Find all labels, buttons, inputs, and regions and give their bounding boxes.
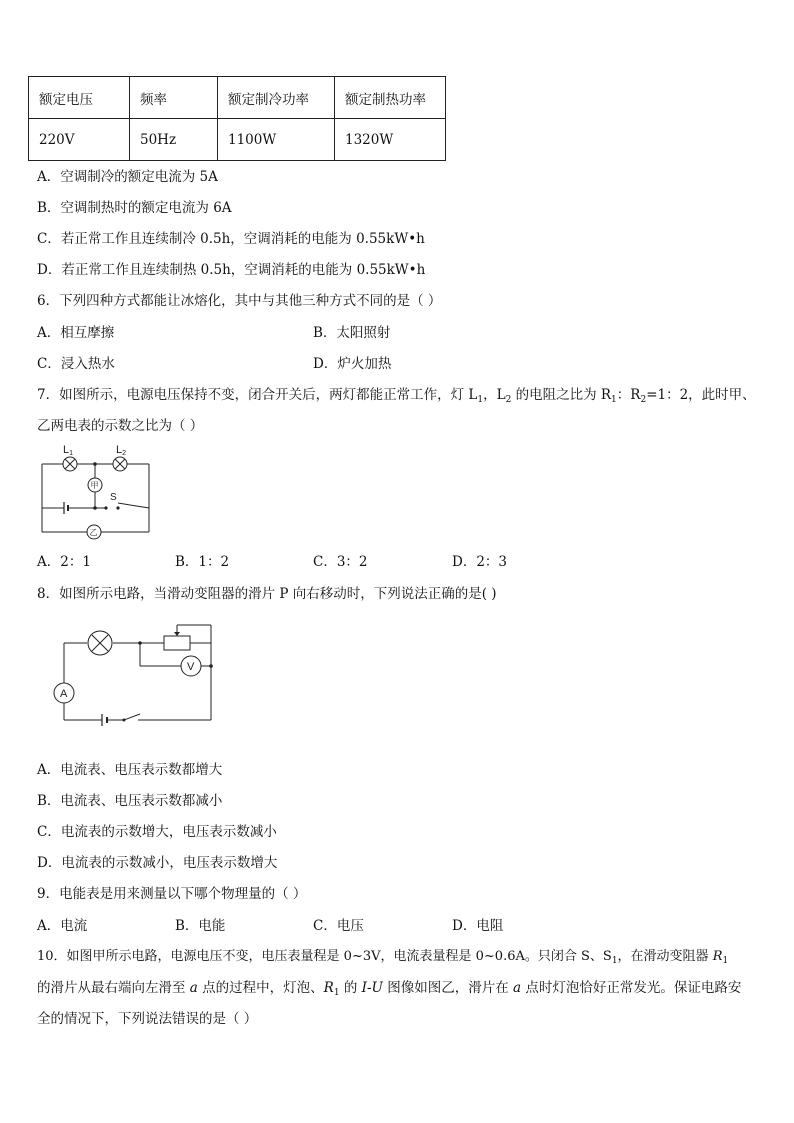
lamp-l1-icon <box>63 457 77 471</box>
q10-text: ，在滑动变阻器 <box>617 949 713 964</box>
q7-circuit-diagram <box>36 440 156 544</box>
q10-stem-line1 <box>37 948 728 970</box>
q7-sub: 2 <box>640 395 647 405</box>
q9-option-b: B．电能 <box>175 918 226 934</box>
q7-stem-line2: 乙两电表的示数之比为（ ） <box>37 418 204 434</box>
switch-icon <box>124 714 140 720</box>
q8-circuit-diagram <box>50 618 218 728</box>
q7-stem-text: ：R <box>616 387 641 403</box>
lamp-l1-label <box>63 444 73 457</box>
junction-dot <box>138 641 142 645</box>
q10-var: a <box>513 980 522 996</box>
table-cell: 1100W <box>218 119 335 161</box>
table-header-row <box>29 77 446 119</box>
q7-stem-text: ，L <box>483 387 506 403</box>
rheostat-icon <box>164 636 190 650</box>
q10-text: 10．如图甲所示电路，电源电压不变，电压表量程是 0~3V，电流表量程是 0~0.6A。只闭合 S、S <box>37 949 612 964</box>
q10-text: 点时灯泡恰好正常发光。保证电路安 <box>521 980 742 996</box>
q10-var: R <box>323 980 334 996</box>
q9-option-c: C．电压 <box>313 918 364 934</box>
q5-option-a: A．空调制冷的额定电流为 5A <box>37 169 218 185</box>
q10-var: a <box>189 980 198 996</box>
q10-stem-line3: 全的情况下，下列说法错误的是（ ） <box>37 1011 258 1027</box>
q9-option-a: A．电流 <box>37 918 88 934</box>
q8-option-d: D．电流表的示数减小，电压表示数增大 <box>37 855 278 871</box>
q6-option-c: C．浸入热水 <box>37 356 115 372</box>
q10-text: 点的过程中，灯泡、 <box>197 980 324 996</box>
q10-sub: 1 <box>722 956 729 966</box>
junction-dot <box>93 462 97 466</box>
lamp-l2-letter: L <box>116 444 123 456</box>
q8-stem: 8．如图所示电路，当滑动变阻器的滑片 P 向右移动时，下列说法正确的是( ) <box>37 586 497 602</box>
table-cell: 1320W <box>335 119 446 161</box>
q8-option-c: C．电流表的示数增大，电压表示数减小 <box>37 824 277 840</box>
q7-sub: 2 <box>505 395 512 405</box>
q9-option-d: D．电阻 <box>452 918 504 934</box>
ammeter-label: A <box>60 688 68 700</box>
q7-sub: 1 <box>611 395 617 405</box>
q10-sub: 1 <box>611 956 618 966</box>
meter-jia-label: 甲 <box>90 481 99 490</box>
switch-label: S <box>110 492 117 503</box>
q10-text: 的滑片从最右端向左滑至 <box>37 980 190 996</box>
q7-option-c: C．3：2 <box>313 554 368 570</box>
q7-stem-text: 的电阻之比为 R <box>511 387 612 403</box>
table-header-cell: 额定制热功率 <box>335 77 446 119</box>
voltmeter-label: V <box>187 661 195 673</box>
junction-dot <box>209 664 213 668</box>
spec-table <box>28 76 446 161</box>
q7-option-d: D．2：3 <box>452 554 508 570</box>
q6-option-d: D．炉火加热 <box>313 356 392 372</box>
table-header-cell: 额定电压 <box>29 77 130 119</box>
q5-option-d: D．若正常工作且连续制热 0.5h，空调消耗的电能为 0.55kW•h <box>37 262 426 278</box>
q10-stem-line2 <box>37 979 741 1002</box>
table-header-cell: 额定制冷功率 <box>218 77 335 119</box>
q6-stem: 6．下列四种方式都能让冰熔化，其中与其他三种方式不同的是（ ） <box>37 293 442 309</box>
slider-arrow-icon <box>174 632 180 636</box>
q8-option-a: A．电流表、电压表示数都增大 <box>37 762 223 778</box>
table-row <box>29 119 446 161</box>
lamp-icon <box>88 631 112 655</box>
q7-stem-text: 7．如图所示，电源电压保持不变，闭合开关后，两灯都能正常工作，灯 L <box>37 387 478 403</box>
table-header-cell: 频率 <box>130 77 218 119</box>
switch-icon <box>104 506 107 509</box>
q10-var: R <box>712 949 723 964</box>
q7-option-a: A．2：1 <box>37 554 91 570</box>
q6-option-b: B．太阳照射 <box>313 325 391 341</box>
lamp-l2-sub: 2 <box>122 450 127 457</box>
q5-option-b: B．空调制热时的额定电流为 6A <box>37 200 232 216</box>
q9-stem: 9．电能表是用来测量以下哪个物理量的（ ） <box>37 886 307 902</box>
q10-var: I-U <box>361 980 383 996</box>
lamp-l2-icon <box>113 457 127 471</box>
table-cell: 50Hz <box>130 119 218 161</box>
q7-sub: 1 <box>477 395 484 405</box>
meter-yi-label: 乙 <box>89 528 98 537</box>
junction-dot <box>93 506 97 510</box>
q5-option-c: C．若正常工作且连续制冷 0.5h，空调消耗的电能为 0.55kW•h <box>37 231 425 247</box>
lamp-l2-label <box>116 444 126 457</box>
table-cell: 220V <box>29 119 130 161</box>
q10-text: 的 <box>339 980 362 996</box>
lamp-l1-sub: 1 <box>69 450 74 457</box>
q10-text: 图像如图乙，滑片在 <box>382 980 514 996</box>
q6-option-a: A．相互摩擦 <box>37 325 115 341</box>
q8-option-b: B．电流表、电压表示数都减小 <box>37 793 223 809</box>
q7-option-b: B．1：2 <box>175 554 230 570</box>
q7-stem-text: =1：2，此时甲、 <box>646 387 756 403</box>
q10-sub: 1 <box>333 988 340 998</box>
switch-icon <box>116 506 119 509</box>
lamp-l1-letter: L <box>63 444 70 456</box>
q7-stem <box>37 386 756 409</box>
